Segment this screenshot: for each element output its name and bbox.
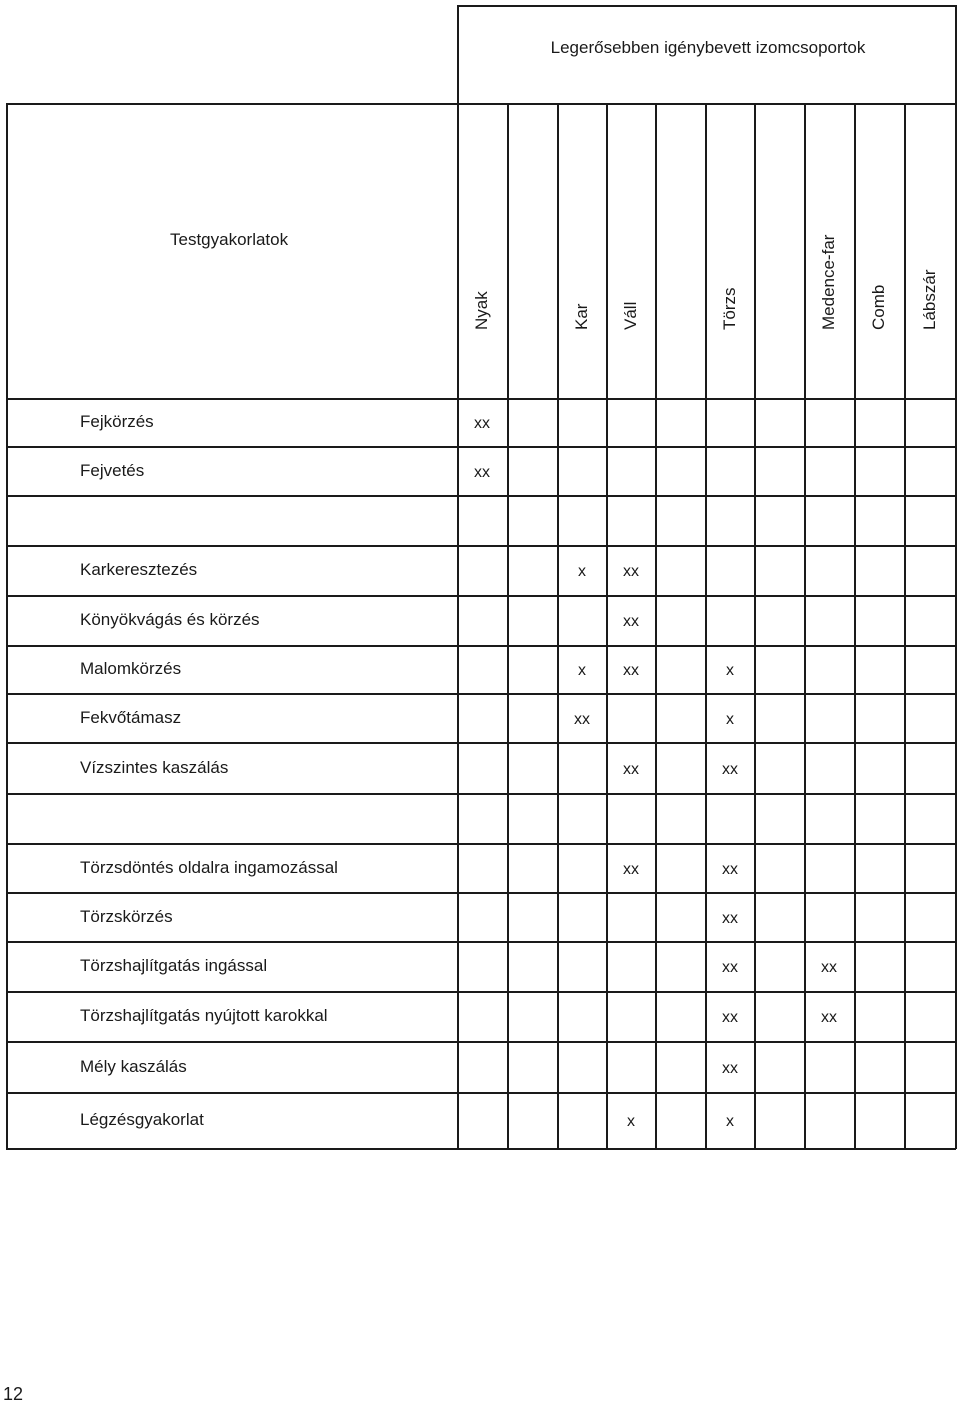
cell-mark: xx (623, 860, 639, 878)
cell-mark: x (578, 563, 586, 580)
cell-mark: xx (623, 563, 639, 580)
grid-line (6, 398, 956, 400)
cell-mark: xx (722, 1059, 738, 1077)
grid-line (457, 5, 956, 7)
grid-line (6, 941, 956, 943)
grid-line (6, 693, 956, 695)
muscle-groups-heading: Legerősebben igénybevett izomcsoportok (550, 38, 866, 57)
cell-mark: xx (623, 760, 639, 778)
cell-mark: x (578, 662, 586, 679)
grid-line (854, 103, 856, 1149)
grid-line (754, 103, 756, 1149)
grid-line (6, 843, 956, 845)
column-header-5: Törzs (719, 287, 739, 330)
grid-line (705, 103, 707, 1149)
row-label: Törzshajlítgatás ingással (80, 956, 268, 975)
column-header-3: Váll (620, 301, 640, 330)
column-header-9: Lábszár (919, 269, 939, 330)
cell-mark: xx (623, 662, 639, 679)
cell-mark: x (627, 1113, 635, 1130)
row-label: Törzshajlítgatás nyújtott karokkal (80, 1006, 328, 1025)
grid-line (6, 645, 956, 647)
cell-mark: xx (821, 959, 837, 976)
row-label: Fejvetés (80, 460, 145, 480)
grid-line (6, 103, 956, 105)
row-label: Malomkörzés (80, 659, 182, 678)
page-number: 12 (3, 1384, 24, 1404)
grid-line (6, 892, 956, 894)
row-label: Törzsdöntés oldalra ingamozással (80, 857, 338, 877)
cell-mark: xx (574, 710, 590, 728)
cell-mark: xx (821, 1009, 837, 1026)
row-label: Karkeresztezés (80, 560, 198, 579)
cell-mark: xx (722, 959, 738, 976)
cell-mark: xx (722, 760, 738, 778)
grid-line (557, 103, 559, 1149)
column-header-0: Nyak (472, 291, 491, 330)
row-label: Fejkörzés (80, 412, 154, 431)
row-label: Törzskörzés (80, 906, 173, 926)
column-header-7: Medence-far (819, 234, 838, 330)
row-label: Könyökvágás és körzés (80, 610, 260, 629)
row-label: Mély kaszálás (80, 1056, 187, 1076)
cell-mark: xx (722, 860, 738, 878)
grid-line (6, 991, 956, 993)
cell-mark: x (726, 662, 734, 679)
grid-line (6, 793, 956, 795)
cell-mark: x (726, 710, 734, 728)
cell-mark: xx (623, 613, 639, 630)
grid-line (904, 103, 906, 1149)
row-label: Légzésgyakorlat (80, 1110, 204, 1129)
cell-mark: xx (474, 415, 490, 432)
cell-mark: x (726, 1113, 734, 1130)
exercises-heading: Testgyakorlatok (170, 230, 289, 249)
grid-line (6, 545, 956, 547)
cell-mark: xx (722, 909, 738, 927)
grid-line (955, 5, 957, 1149)
grid-line (6, 1092, 956, 1094)
grid-line (6, 446, 956, 448)
column-header-2: Kar (571, 303, 591, 330)
grid-line (6, 595, 956, 597)
grid-line (457, 103, 459, 1149)
column-header-8: Comb (869, 284, 888, 330)
cell-mark: xx (474, 463, 490, 481)
cell-mark: xx (722, 1009, 738, 1026)
grid-line (6, 742, 956, 744)
row-label: Fekvőtámasz (80, 707, 182, 727)
grid-line (6, 495, 956, 497)
grid-line (804, 103, 806, 1149)
grid-line (507, 103, 509, 1149)
grid-line (6, 1041, 956, 1043)
row-label: Vízszintes kaszálás (80, 757, 229, 777)
grid-line (6, 1148, 956, 1150)
